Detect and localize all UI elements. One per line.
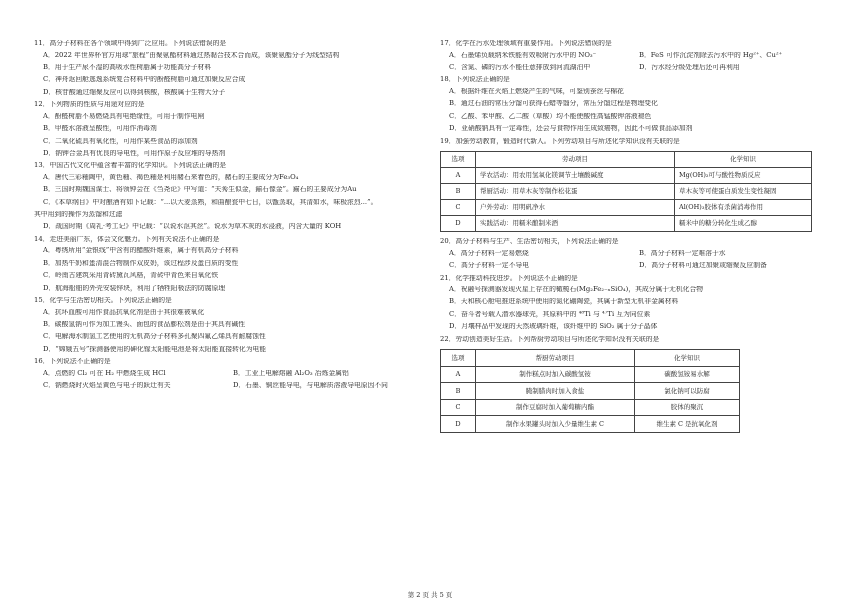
option-row <box>440 262 838 274</box>
option-row <box>440 250 838 262</box>
question-stem: 18．下列说法正确的是 <box>440 76 510 84</box>
column-header: 选项 <box>441 350 476 367</box>
question-stem: 22．劳动创造美好生活。下列帮厨劳动项目与所述化学知识没有关联的是 <box>440 335 660 343</box>
table-row <box>441 399 740 416</box>
table-cell: A <box>441 168 476 184</box>
option-d: D．高分子材料可通过加聚或缩聚反应制备 <box>639 262 767 270</box>
question-stem: 11．高分子材料在各个领域中得到广泛应用。下列说法错误的是 <box>34 40 227 47</box>
option-b: B．加热牛奶和蛋清混合物制作双皮奶，该过程涉及蛋白质的变性 <box>43 259 239 267</box>
table-row <box>441 168 812 184</box>
table-cell: A <box>441 366 476 383</box>
table-cell: D <box>441 216 476 232</box>
option-d: D．污水经分级处理后还可再利用 <box>639 63 740 71</box>
option-b: B．通过石油的常压分馏可获得石蜡等馏分，常压分馏过程是物理变化 <box>449 100 658 108</box>
table-cell: Al(OH)₃胶体有杀菌消毒作用 <box>675 200 812 216</box>
table-cell: 实践活动：用糯米酿制米酒 <box>476 216 675 232</box>
option-row <box>440 64 838 76</box>
option-a: A．高分子材料一定易燃烧 <box>449 249 529 257</box>
option-c: C．乙酸、苯甲酸、乙二酸（草酸）均不能使酸性高锰酸钾溶液褪色 <box>449 112 652 120</box>
table-cell: D <box>441 416 476 433</box>
question-stem: 17．化学在污水处理领域有重要作用。下列说法错误的是 <box>440 40 612 47</box>
option-a: A．唐代三彩釉陶中，黄色釉、褐色釉是利用赭石来着色的，赭石的主要成分为Fe₃O₄ <box>43 173 299 181</box>
option-b: B．用于生产尿不湿的高吸水性树脂属于功能高分子材料 <box>43 63 212 71</box>
table-cell: 维生素 C 是抗氧化剂 <box>635 416 740 433</box>
option-c: C．高分子材料一定不导电 <box>449 262 529 270</box>
column-header: 化学知识 <box>635 350 740 367</box>
table-cell: 户外劳动：用明矾净水 <box>476 200 675 216</box>
option-a: A．2022 年世界杯官方用球“旅程”由聚氨酯材料通过热黏合技术合而成，该聚氨酯分子为线型结构 <box>43 51 340 59</box>
option-c: C．岭南古建筑采用青砖黛瓦风格，青砖中青色来自氧化铁 <box>43 272 219 280</box>
option-a: A．祝融号探测器发现火星上存在的橄榄石(Mg₂Fe₂₋ₓSiO₄)，其成分属于无机化合物 <box>449 286 704 294</box>
option-b: B．高分子材料一定难溶于水 <box>639 249 726 257</box>
table-cell: 碳酸氢铵易水解 <box>635 366 740 383</box>
question-stem: 21．化学推动科技进步。下列说法不正确的是 <box>440 274 578 282</box>
option-d: D．钠钾合金具有优良的导电性，可用作原子反应堆的导热剂 <box>43 149 226 157</box>
table-cell: 糯米中的糖分转化生成乙醇 <box>675 216 812 232</box>
table-cell: 制作糕点时加入碳酸氢铵 <box>476 366 635 383</box>
question-stem: 20．高分子材料与生产、生活密切相关，下列说法正确的是 <box>440 238 619 246</box>
question-14 <box>34 236 432 297</box>
table-cell: Mg(OH)₂可与酸性物质反应 <box>675 168 812 184</box>
option-d: D．核苷酸通过缩聚反应可以得到核酸，核酸属于生物大分子 <box>43 88 226 96</box>
question-18 <box>440 76 838 137</box>
kitchen-labor-table <box>440 349 740 433</box>
table-row <box>441 200 812 216</box>
option-a: A．根据纤维在火焰上燃烧产生的气味，可鉴别蚕丝与棉花 <box>449 87 624 95</box>
option-a: A．点燃的 Cl₂ 可在 H₂ 中燃烧生成 HCl <box>43 369 166 377</box>
table-header-row <box>441 152 812 168</box>
question-stem: 12．下列物质的性质与用途对应的是 <box>34 101 145 109</box>
question-stem: 14．走进美丽广东，体会文化魅力。下列有关说法不正确的是 <box>34 235 220 243</box>
table-cell: C <box>441 200 476 216</box>
question-stem: 13．中国古代文化中蕴含着丰富的化学知识。下列说法正确的是 <box>34 162 227 170</box>
table-cell: 胶体的聚沉 <box>635 399 740 416</box>
option-d: D．亚硝酸钠具有一定毒性，还会与食物作用生成致癌物，因此不可做食品添加剂 <box>449 125 693 133</box>
left-column <box>34 40 432 395</box>
table-row <box>441 383 740 400</box>
table-cell: 制作豆腐时加入葡萄糖内酯 <box>476 399 635 416</box>
option-b: B．FeS 可作沉淀剂除去污水中的 Hg²⁺、Cu²⁺ <box>639 51 783 59</box>
table-cell: B <box>441 184 476 200</box>
option-c: C．奋斗者号载人潜水器球壳，其原料中的 ⁴⁸Ti 与 ⁴⁷Ti 互为同位素 <box>449 310 651 318</box>
question-stem: 16．下列说法不正确的是 <box>34 358 111 366</box>
table-cell: 学农活动：用农用氢氧化镁调节土壤酸碱度 <box>476 168 675 184</box>
question-19 <box>440 138 838 233</box>
question-12 <box>34 101 432 162</box>
option-row <box>34 370 432 382</box>
table-row <box>441 184 812 200</box>
option-row <box>34 382 432 394</box>
column-header: 劳动项目 <box>476 152 675 168</box>
question-17 <box>440 40 838 76</box>
question-15 <box>34 297 432 358</box>
table-row <box>441 216 812 232</box>
column-header: 化学知识 <box>675 152 812 168</box>
option-c-continued: 其中用到的操作为蒸馏和过滤 <box>34 211 123 219</box>
option-a: A．酚醛树脂不易燃烧具有电绝缘性，可用于制作电闸 <box>43 112 205 120</box>
question-13 <box>34 162 432 236</box>
question-16 <box>34 358 432 394</box>
page-footer: 第 2 页 共 5 页 <box>407 591 453 599</box>
option-c: C．《本草纲目》中对酿酒有如下记载：“...以大麦蒸熟，和曲酿瓮中七日，以甑蒸取，其清如水，味极浓烈...”。 <box>43 198 378 206</box>
option-a: A．石墨烯负载纳米铁能有效吸附污水中的 NO₃⁻ <box>449 51 597 59</box>
option-c: C．钠燃烧时火焰呈黄色与电子的跃迁有关 <box>43 382 171 390</box>
question-11 <box>34 40 432 101</box>
option-d: D．石墨、铜丝能导电，与电解质溶液导电原因不同 <box>233 382 388 390</box>
option-row <box>440 52 838 64</box>
question-21 <box>440 275 838 336</box>
option-d: D．航海船舶的外壳安装锌块，利用了牺牲阳极法的防腐原理 <box>43 284 226 292</box>
question-20 <box>440 238 838 274</box>
option-a: A．粤绣所用“金银线”中含有的醋酸纤维素，属于有机高分子材料 <box>43 247 239 255</box>
option-a: A．抗坏血酸可用作食品抗氧化剂是由于其很难被氧化 <box>43 308 205 316</box>
column-header: 选项 <box>441 152 476 168</box>
table-cell: 帮厨活动：用草木灰等制作松花蛋 <box>476 184 675 200</box>
table-cell: C <box>441 399 476 416</box>
column-header: 帮厨劳动项目 <box>476 350 635 367</box>
option-b: B．天和核心舱电推进系统中使用的氮化硼陶瓷，其属于新型无机非金属材料 <box>449 298 679 306</box>
option-b: B．三国时期魏国谋士、将领钟会在《刍尧论》中写道：“夫莠生似金，鍮石像金”。鍮石的主要成分为Au <box>43 186 357 194</box>
option-d: D．战国时期《周礼·考工记》中记载：“以说水沤其丝”。说水为草木灰的水浸液，内含大量的 KOH <box>43 223 342 231</box>
table-row <box>441 366 740 383</box>
table-cell: 氯化钠可以防腐 <box>635 383 740 400</box>
table-header-row <box>441 350 740 367</box>
option-b: B．碳酸氢钠可作为加工馒头、面包的食品膨松剂是由于其具有碱性 <box>43 321 246 328</box>
right-column <box>440 40 838 439</box>
question-stem: 15．化学与生活密切相关。下列说法正确的是 <box>34 297 172 305</box>
question-22 <box>440 336 838 433</box>
option-d: D．“嫦娥五号”探测器使用的砷化镓太阳能电池是将太阳能直接转化为电能 <box>43 345 267 353</box>
option-c: C．含氮、磷的污水不能任意排放到河流湖泊中 <box>449 63 591 71</box>
table-cell: 制作水果罐头时加入少量维生素 C <box>476 416 635 433</box>
table-cell: 草木灰等可使蛋白质发生变性凝固 <box>675 184 812 200</box>
option-c: C．二氧化硫具有氧化性，可用作某些食品的添加剂 <box>43 137 198 145</box>
table-cell: B <box>441 383 476 400</box>
option-c: C．电解海水制氢工艺使用的无机高分子材料多孔聚四氟乙烯具有耐腐蚀性 <box>43 333 266 341</box>
option-c: C．神舟返回舱逃逸系统复合材料中的酚醛树脂可通过加聚反应合成 <box>43 76 246 84</box>
table-cell: 腌制腊肉时加入食盐 <box>476 383 635 400</box>
table-row <box>441 416 740 433</box>
labor-knowledge-table <box>440 151 812 232</box>
option-d: D．月壤样品中发现的天然玻璃纤维，该纤维中的 SiO₂ 属于分子晶体 <box>449 323 658 331</box>
option-b: B．甲醛水溶液呈酸性，可用作消毒剂 <box>43 125 157 133</box>
option-b: B．工业上电解熔融 Al₂O₃ 冶炼金属铝 <box>233 369 349 377</box>
question-stem: 19．加强劳动教育，锻造时代新人。下列劳动项目与所述化学知识没有关联的是 <box>440 137 680 145</box>
